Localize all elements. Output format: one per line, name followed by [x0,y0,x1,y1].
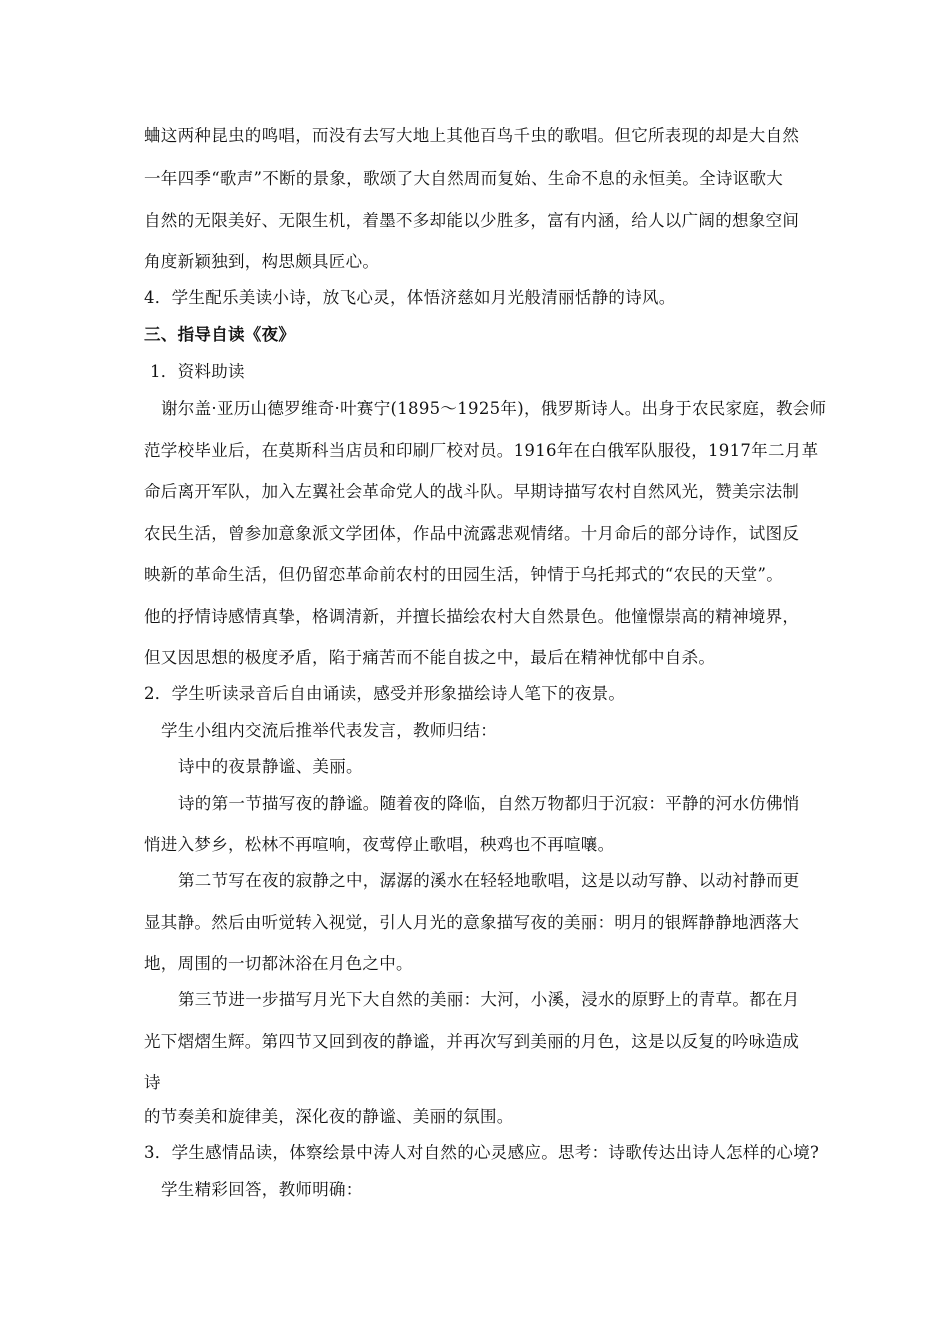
paragraph-line: 诗的第一节描写夜的静谧。随着夜的降临，自然万物都归于沉寂：平静的河水仿佛悄 [178,794,800,813]
paragraph-line: 一年四季“歌声”不断的景象，歌颂了大自然周而复始、生命不息的永恒美。全诗讴歌大 [144,169,784,188]
paragraph-line: 学生小组内交流后推举代表发言，教师归结： [161,721,497,740]
paragraph-line: 光下熠熠生辉。第四节又回到夜的静谧，并再次写到美丽的月色，这是以反复的吟咏造成 [144,1032,800,1051]
paragraph-line: 诗 [144,1073,161,1092]
paragraph-line: 他的抒情诗感情真挚，格调清新，并擅长描绘农村大自然景色。他憧憬崇高的精神境界， [144,607,800,626]
paragraph-line: 命后离开军队，加入左翼社会革命党人的战斗队。早期诗描写农村自然风光，赞美宗法制 [144,482,800,501]
paragraph-line: 自然的无限美好、无限生机，着墨不多却能以少胜多，富有内涵，给人以广阔的想象空间 [144,211,800,230]
list-item: 3．学生感情品读，体察绘景中涛人对自然的心灵感应。思考：诗歌传达出诗人怎样的心境? [144,1143,820,1162]
paragraph-line: 学生精彩回答，教师明确： [161,1180,363,1199]
paragraph-line: 但又因思想的极度矛盾，陷于痛苦而不能自拔之中，最后在精神忧郁中自杀。 [144,648,716,667]
paragraph-line: 角度新颖独到，构思颇具匠心。 [144,252,380,271]
paragraph-line: 映新的革命生活，但仍留恋革命前农村的田园生活，钟情于乌托邦式的“农民的天堂”。 [144,565,784,584]
paragraph-line: 悄进入梦乡，松林不再喧响，夜莺停止歌唱，秧鸡也不再喧嚷。 [144,835,615,854]
list-item: 2．学生听读录音后自由诵读，感受并形象描绘诗人笔下的夜景。 [144,684,626,703]
paragraph-line: 地，周围的一切都沐浴在月色之中。 [144,954,413,973]
paragraph-line: 显其静。然后由听觉转入视觉，引人月光的意象描写夜的美丽：明月的银辉静静地洒落大 [144,913,800,932]
paragraph-line: 范学校毕业后，在莫斯科当店员和印刷厂校对员。1916年在白俄军队服役，1917年二月革 [144,441,819,460]
paragraph-line: 第三节进一步描写月光下大自然的美丽：大河，小溪，浸水的原野上的青草。都在月 [178,990,800,1009]
paragraph-line: 的节奏美和旋律美，深化夜的静谧、美丽的氛围。 [144,1107,514,1126]
paragraph-line: 农民生活，曾参加意象派文学团体，作品中流露悲观情绪。十月命后的部分诗作，试图反 [144,524,800,543]
paragraph-line: 诗中的夜景静谧、美丽。 [178,757,363,776]
section-heading: 三、指导自读《夜》 [144,325,296,344]
subheading: 1．资料助读 [150,362,245,381]
paragraph-line: 第二节写在夜的寂静之中，潺潺的溪水在轻轻地歌唱，这是以动写静、以动衬静而更 [178,871,800,890]
list-item: 4．学生配乐美读小诗，放飞心灵，体悟济慈如月光般清丽恬静的诗风。 [144,288,676,307]
paragraph-line: 谢尔盖·亚历山德罗维奇·叶赛宁(1895～1925年)，俄罗斯诗人。出身于农民家庭，教会师 [161,399,827,418]
paragraph-line: 蛐这两种昆虫的鸣唱，而没有去写大地上其他百鸟千虫的歌唱。但它所表现的却是大自然 [144,126,800,145]
